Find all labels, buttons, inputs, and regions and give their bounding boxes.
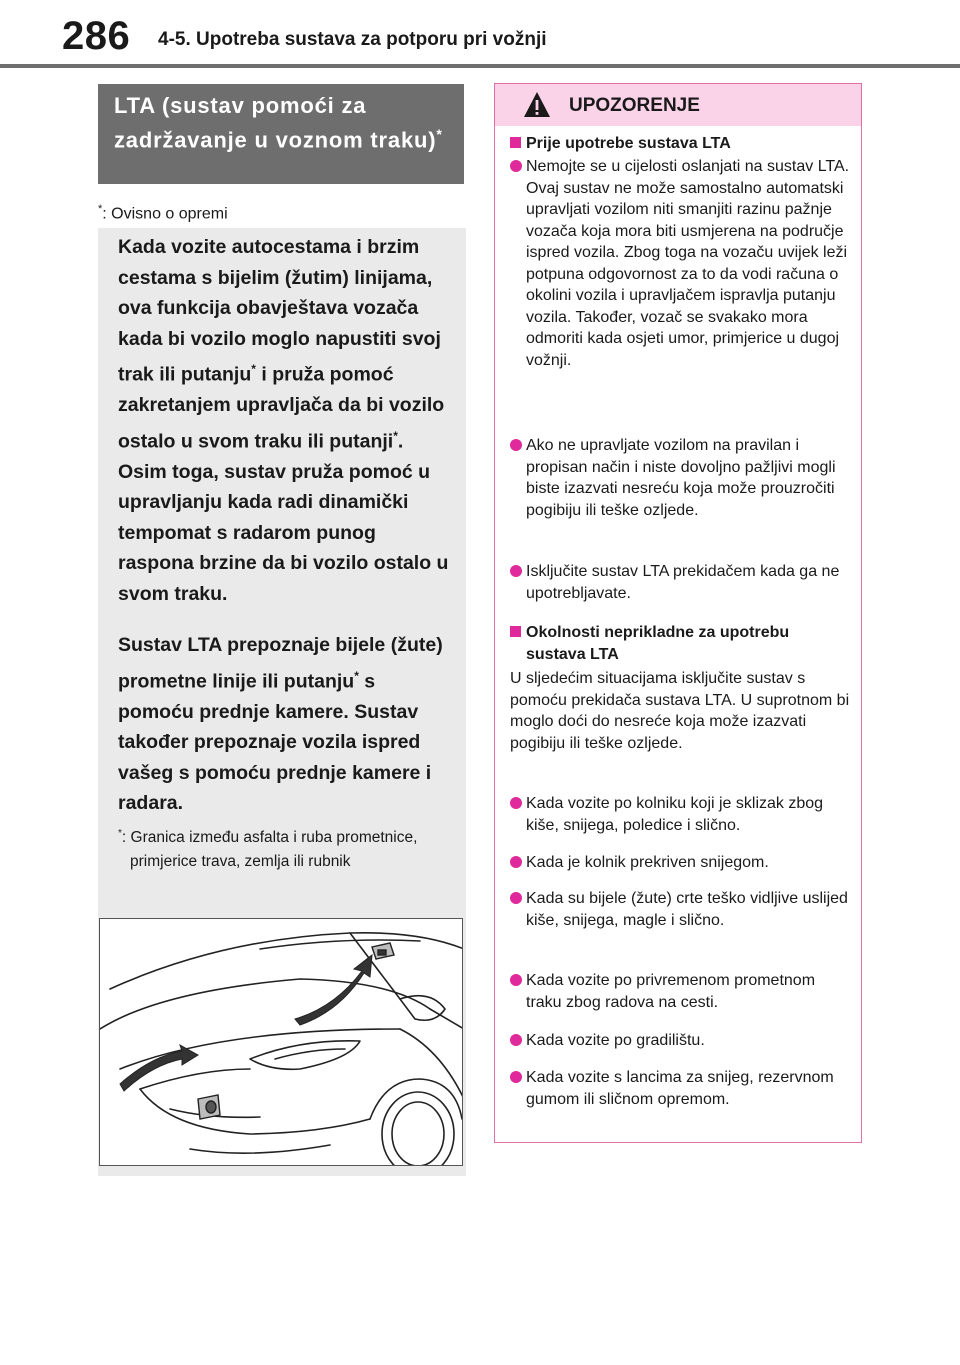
availability-note [98,203,228,223]
warning-intro-text: U sljedećim situacijama isključite sustav s pomoću prekidača sustava LTA. U suprotnom bi moglo doći do nesreće koja može izazvati pogibiju ili teške ozljede. [510,670,850,752]
description-mark: * [393,428,398,443]
section-title: 4-5. Upotreba sustava za potporu pri vožnji [158,29,547,50]
description-paragraph-2 [118,630,454,819]
description-footnote [118,822,454,874]
footnote-mark: * [118,828,122,839]
lta-title: LTA (sustav pomoći za zadržavanje u voznom traku) [114,93,437,153]
page-number: 286 [62,14,131,58]
description-p1-part-a: Kada vozite autocestama i brzim cestama s bijelim (žutim) linijama, ova funkcija obavještava vozača kada bi vozilo moglo napustiti svoj trak ili putanju [118,236,441,386]
warning-bullet-3: Isključite sustav LTA prekidačem kada ga ne upotrebljavate. [510,561,852,604]
car-illustration [99,918,463,1166]
warning-bullet-7: Kada vozite po privremenom prometnom traku zbog radova na cesti. [510,970,852,1013]
warning-bullet-8: Kada vozite po gradilištu. [510,1030,852,1052]
warning-title: UPOZORENJE [569,95,700,116]
description-paragraph-1 [118,232,454,609]
description-p2-part-a: Sustav LTA prepoznaje bijele (žute) prometne linije ili putanju [118,634,443,692]
description-mark: * [354,668,359,683]
header-rule [0,64,960,68]
warning-bullet-9: Kada vozite s lancima za snijeg, rezervnom gumom ili sličnom opremom. [510,1067,852,1110]
availability-text: : Ovisno o opremi [102,205,228,223]
warning-bullet-5: Kada je kolnik prekriven snijegom. [510,852,852,874]
lta-title-box [98,84,464,184]
warning-header [495,84,861,126]
warning-bullet-1: Nemojte se u cijelosti oslanjati na sustav LTA. Ovaj sustav ne može samostalno automatski upravljati vozilom niti smanjiti razinu pažnje vozača koja mora biti usmjerena na područje ispred vozila. Zbog toga na vozaču uvijek leži potpuna odgovornost za to da vodi računa o okolini vozila i upravljačem ispravlja putanju vozila. Također, vozač se svakako mora odmoriti kada osjeti umor, primjerice u dugoj vožnji. [510,156,852,371]
warning-triangle-icon [522,90,552,120]
description-p2-part-b: s pomoću prednje kamere. Sustav također prepoznaje vozila ispred vašeg s pomoću prednje kamere i radara. [118,670,432,814]
warning-bullet-4: Kada vozite po kolniku koji je sklizak zbog kiše, snijega, poledice i slično. [510,793,852,836]
availability-mark: * [98,203,103,215]
warning-heading-before-use: Prije upotrebe sustava LTA [510,133,852,155]
description-p1-part-b: i pruža pomoć zakretanjem upravljača da bi vozilo ostalo u svom traku ili putanji [118,363,445,452]
description-p1-part-c: . Osim toga, sustav pruža pomoć u upravljanju kada radi dinamički tempomat s radarom punog raspona brzine da bi vozilo ostalo u svom traku. [118,430,449,605]
warning-heading-unsuitable: Okolnosti neprikladne za upotrebu sustava LTA [510,622,852,665]
footnote-text: : Granica između asfalta i ruba prometnice, primjerice trava, zemlja ili rubnik [121,829,418,871]
lta-title-mark: * [436,126,443,142]
car-front-camera-radar-icon [100,919,463,1166]
description-mark: * [251,362,256,376]
warning-bullet-6: Kada su bijele (žute) crte teško vidljive uslijed kiše, snijega, magle i slično. [510,888,852,931]
warning-bullet-2: Ako ne upravljate vozilom na pravilan i propisan način i niste dovoljno pažljivi mogli biste izazvati nesreću koja može prouzročiti pogibiju ili teške ozljede. [510,435,852,521]
